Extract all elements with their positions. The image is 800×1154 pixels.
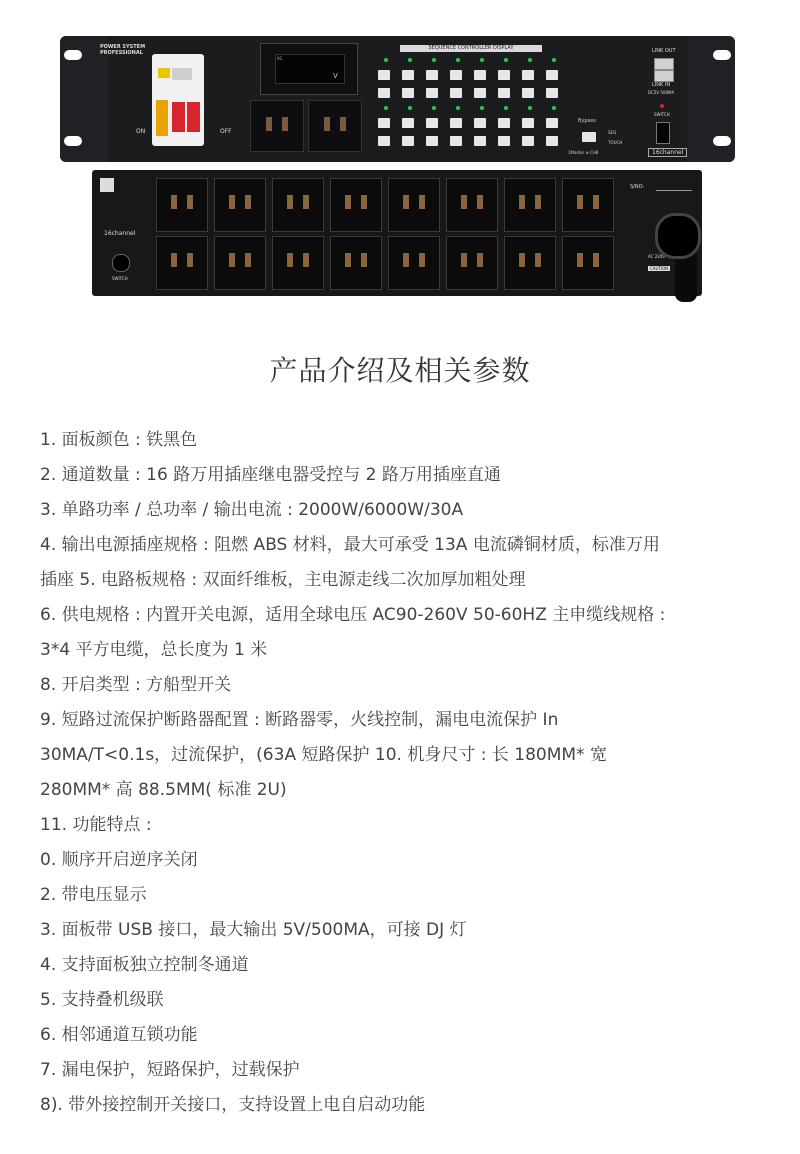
spec-line: 6. 供电规格 : 内置开关电源，适用全球电压 AC90-260V 50-60HZ 主申缆线规格 : <box>40 605 666 625</box>
channel-button[interactable] <box>498 136 510 146</box>
rear-channel-label: 16channel <box>104 230 136 237</box>
spec-line: 8). 带外接控制开关接口，支持设置上电自启动功能 <box>40 1095 426 1115</box>
front-socket <box>308 100 362 152</box>
rear-socket <box>562 178 614 232</box>
channel-button[interactable] <box>498 118 510 128</box>
channel-led <box>528 106 532 110</box>
channel-led <box>432 106 436 110</box>
rear-socket <box>214 236 266 290</box>
channel-led <box>432 58 436 62</box>
channel-button[interactable] <box>402 88 414 98</box>
meter-unit: V <box>333 72 338 80</box>
rear-panel <box>92 170 702 296</box>
switch-jack[interactable] <box>112 254 130 272</box>
channel-range-label: 1Master ⊕ CH8 <box>568 150 599 155</box>
channel-button[interactable] <box>498 70 510 80</box>
bypass-label: Bypass <box>578 118 596 124</box>
channel-button[interactable] <box>498 88 510 98</box>
rear-socket <box>446 236 498 290</box>
breaker-lever <box>172 102 185 132</box>
channel-led <box>456 106 460 110</box>
spec-line: 4. 输出电源插座规格 : 阻燃 ABS 材料，最大可承受 13A 电流磷铜材质，标准万用 <box>40 535 660 555</box>
link-out-label: LINK OUT <box>652 48 676 54</box>
usb-port[interactable] <box>654 58 674 70</box>
channel-button[interactable] <box>546 136 558 146</box>
channel-led <box>504 106 508 110</box>
channel-led <box>384 106 388 110</box>
rear-socket <box>562 236 614 290</box>
channel-button[interactable] <box>450 88 462 98</box>
channel-button[interactable] <box>426 70 438 80</box>
channel-led <box>384 58 388 62</box>
spec-line: 30MA/T<0.1s，过流保护，(63A 短路保护 10. 机身尺寸 : 长 180MM* 宽 <box>40 745 607 765</box>
rack-screw <box>64 136 82 146</box>
spec-line: 插座 5. 电路板规格 : 双面纤维板，主电源走线二次加厚加粗处理 <box>40 570 526 590</box>
channel-led <box>408 58 412 62</box>
spec-line: 2. 带电压显示 <box>40 885 147 905</box>
rear-socket <box>446 178 498 232</box>
brand-line: PROFESSIONAL <box>100 50 143 56</box>
rack-ear-right <box>687 36 735 162</box>
channel-button[interactable] <box>522 136 534 146</box>
spec-list <box>40 423 780 1123</box>
channel-button[interactable] <box>546 70 558 80</box>
off-label: OFF <box>220 128 232 135</box>
power-cable-gland <box>655 213 701 259</box>
breaker-window <box>172 68 192 80</box>
channel-button[interactable] <box>522 70 534 80</box>
breaker-indicator <box>158 68 170 78</box>
brand-line: POWER SYSTEM <box>100 44 146 50</box>
spec-line: 8. 开启类型 : 方船型开关 <box>40 675 232 695</box>
spec-line: 2. 通道数量 : 16 路万用插座继电器受控与 2 路万用插座直通 <box>40 465 501 485</box>
channel-button[interactable] <box>474 118 486 128</box>
usb-port[interactable] <box>654 70 674 82</box>
switch-label: SWITCH <box>654 112 670 117</box>
rear-socket <box>272 236 324 290</box>
channel-button[interactable] <box>378 70 390 80</box>
rear-socket <box>330 236 382 290</box>
power-led <box>660 104 664 108</box>
front-panel <box>60 36 735 162</box>
rack-screw <box>713 136 731 146</box>
seq-label: SEQ <box>608 130 617 135</box>
rear-socket <box>504 178 556 232</box>
rear-socket <box>214 178 266 232</box>
channel-led <box>456 58 460 62</box>
rear-socket <box>388 178 440 232</box>
page-title: 产品介绍及相关参数 <box>269 354 531 387</box>
channel-button[interactable] <box>378 118 390 128</box>
channel-button[interactable] <box>378 136 390 146</box>
spec-line: 7. 漏电保护，短路保护，过载保护 <box>40 1060 300 1080</box>
rear-socket <box>330 178 382 232</box>
channel-led <box>504 58 508 62</box>
spec-line: 4. 支持面板独立控制冬通道 <box>40 955 249 975</box>
rear-socket <box>272 178 324 232</box>
spec-line: 6. 相邻通道互锁功能 <box>40 1025 198 1045</box>
spec-line: 5. 支持叠机级联 <box>40 990 164 1010</box>
product-photo <box>0 0 800 310</box>
channel-led <box>552 106 556 110</box>
channel-button[interactable] <box>426 88 438 98</box>
channel-button[interactable] <box>426 136 438 146</box>
channel-button[interactable] <box>546 118 558 128</box>
channel-button[interactable] <box>402 118 414 128</box>
on-label: ON <box>136 128 146 135</box>
rear-switch-label: SWITCH <box>112 276 128 281</box>
model-tag: 16channel <box>648 148 687 157</box>
spec-line: 11. 功能特点 : <box>40 815 152 835</box>
channel-led <box>480 106 484 110</box>
channel-button[interactable] <box>522 88 534 98</box>
logo-icon <box>100 178 114 192</box>
meter-ac-label: AC <box>277 56 283 61</box>
spec-line: 3. 单路功率 / 总功率 / 输出电流 : 2000W/6000W/30A <box>40 500 464 520</box>
bypass-button[interactable] <box>582 132 596 142</box>
breaker-label <box>156 100 168 136</box>
spec-line: 3*4 平方电缆，总长度为 1 米 <box>40 640 268 660</box>
voltage-meter <box>260 43 358 95</box>
channel-led <box>408 106 412 110</box>
channel-button[interactable] <box>522 118 534 128</box>
power-rating-label: AC 220V <box>648 254 666 259</box>
rear-socket <box>504 236 556 290</box>
channel-led <box>528 58 532 62</box>
channel-led <box>552 58 556 62</box>
channel-button[interactable] <box>402 136 414 146</box>
channel-button[interactable] <box>450 70 462 80</box>
rear-socket <box>156 178 208 232</box>
serial-number-label: S/NO: <box>630 184 645 190</box>
spec-line: 1. 面板颜色 : 铁黑色 <box>40 430 198 450</box>
circuit-breaker <box>152 54 204 146</box>
usb-spec-label: DC5V 500MA <box>648 90 675 95</box>
channel-button[interactable] <box>450 136 462 146</box>
channel-button[interactable] <box>426 118 438 128</box>
rear-socket <box>156 236 208 290</box>
spec-line: 0. 顺序开启逆序关闭 <box>40 850 198 870</box>
spec-line: 280MM* 高 88.5MM( 标准 2U) <box>40 780 287 800</box>
breaker-lever <box>187 102 200 132</box>
channel-led <box>480 58 484 62</box>
rear-socket <box>388 236 440 290</box>
channel-button[interactable] <box>474 70 486 80</box>
power-switch[interactable] <box>656 122 670 144</box>
channel-button[interactable] <box>546 88 558 98</box>
channel-button[interactable] <box>402 70 414 80</box>
display-title: SEQUENCE CONTROLLER DISPLAY <box>400 45 542 52</box>
rack-screw <box>713 50 731 60</box>
channel-button[interactable] <box>378 88 390 98</box>
serial-number-line <box>656 190 692 191</box>
channel-button[interactable] <box>474 136 486 146</box>
channel-button[interactable] <box>450 118 462 128</box>
brand-label <box>100 44 145 56</box>
rack-screw <box>64 50 82 60</box>
caution-label: CAUTION <box>650 266 669 271</box>
spec-line: 3. 面板带 USB 接口，最大输出 5V/500MA，可接 DJ 灯 <box>40 920 467 940</box>
spec-line: 9. 短路过流保护断路器配置 : 断路器零，火线控制，漏电电流保护 In <box>40 710 559 730</box>
front-socket <box>250 100 304 152</box>
channel-button[interactable] <box>474 88 486 98</box>
link-in-label: LINK IN <box>652 82 671 88</box>
touch-label: TOUCH <box>608 140 623 145</box>
